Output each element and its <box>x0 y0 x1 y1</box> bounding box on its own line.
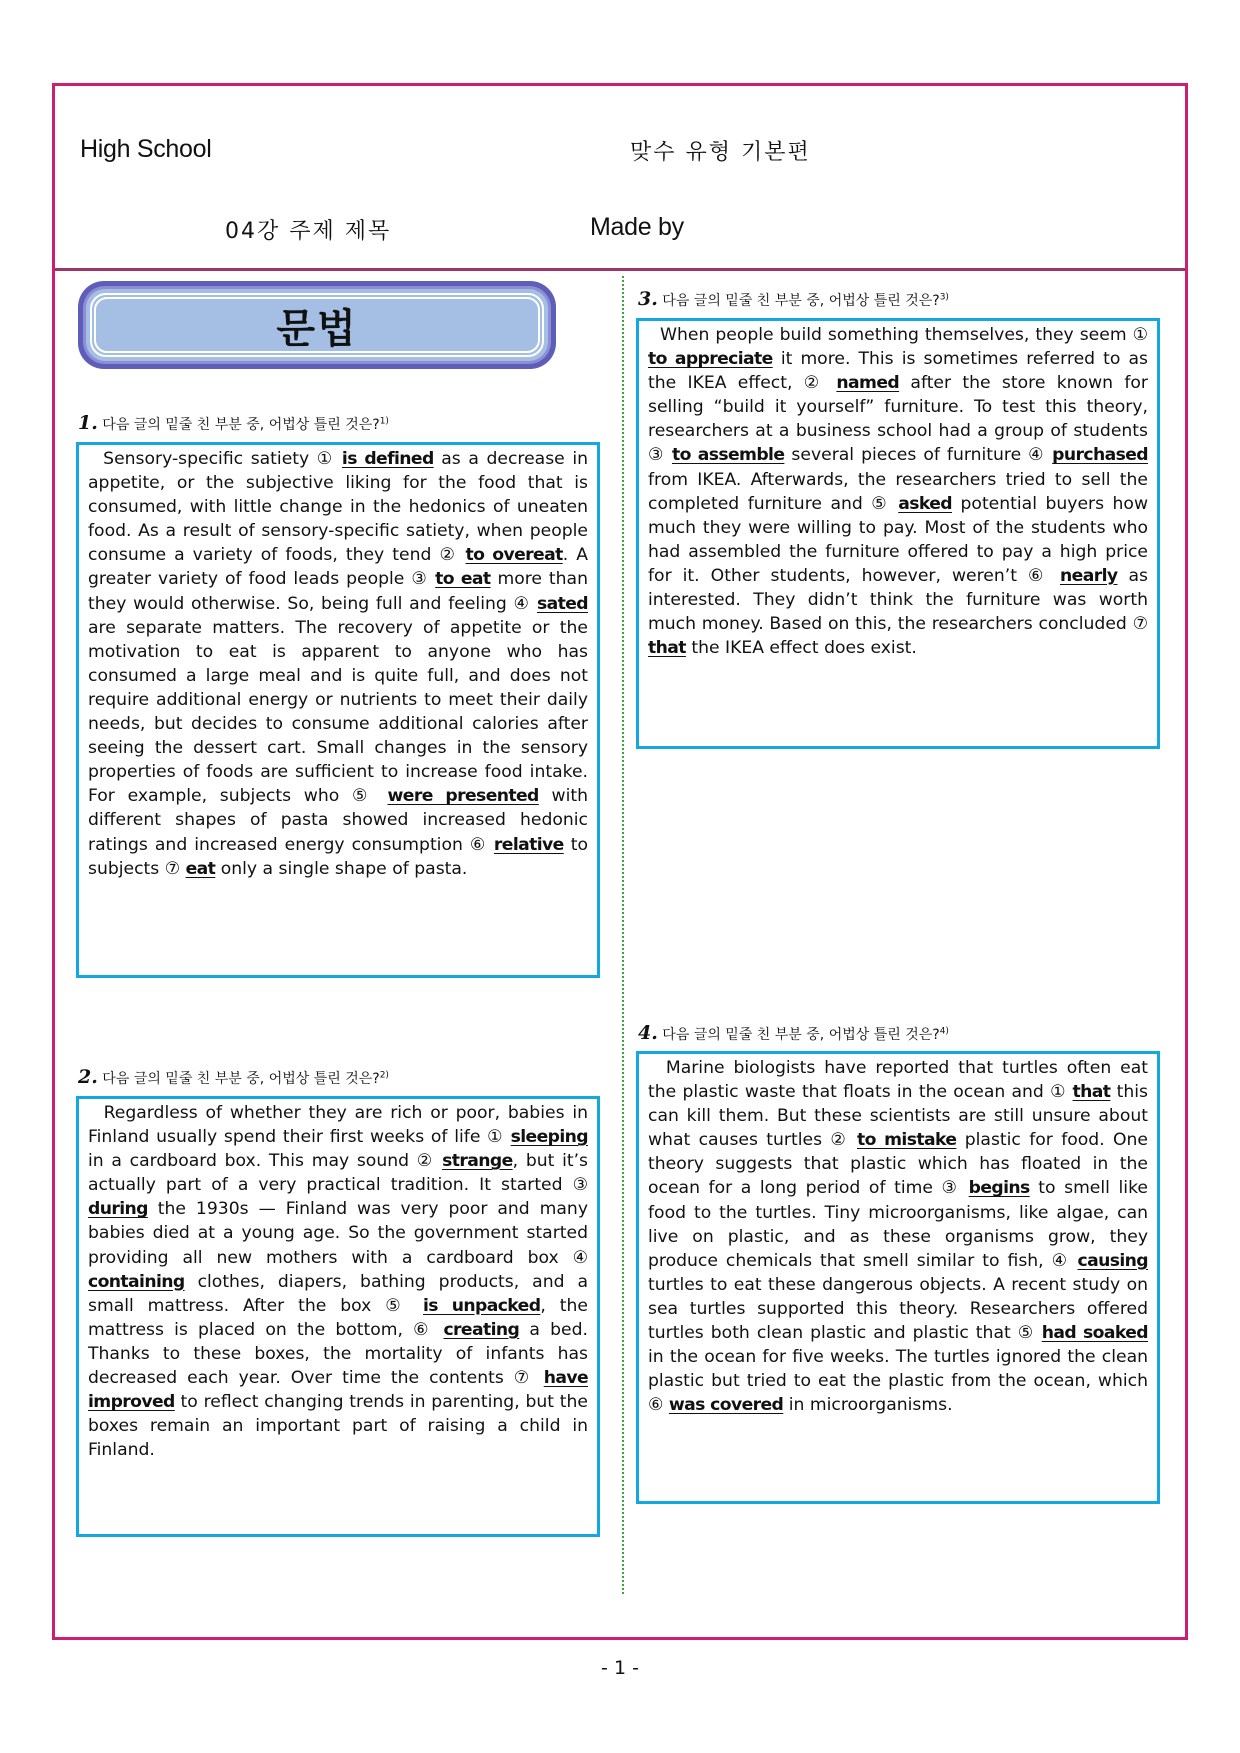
passage-text: turtles to eat these dangerous objects. A recent study on sea turtles supported this theory. Researchers offered turtles both clean plastic and plastic that ⑤ <box>648 1274 1148 1344</box>
question-3-passage <box>648 323 1148 660</box>
passage-text: this can kill them. But these scientists are still unsure about what causes turtles ② <box>648 1082 1149 1151</box>
page-number: - 1 - <box>601 1657 639 1679</box>
section-banner <box>78 281 556 369</box>
school-level-label: High School <box>80 135 212 163</box>
passage-text: . A greater variety of food leads people ③ <box>88 545 588 590</box>
underlined-choice: during <box>88 1199 148 1220</box>
underlined-choice: purchased <box>1052 445 1148 466</box>
underlined-choice: to overeat <box>465 545 563 566</box>
question-2-heading <box>78 1066 389 1088</box>
question-1-passage-box <box>76 442 600 978</box>
question-number: 3. <box>638 288 658 310</box>
question-instruction: 다음 글의 밑줄 친 부분 중, 어법상 틀린 것은? <box>102 1071 380 1087</box>
passage-text: to reflect changing trends in parenting, but the boxes remain an important part of raising a child in Finland. <box>88 1392 588 1461</box>
passage-text: as a decrease in appetite, or the subjective liking for the food that is consumed, with little change in the hedonics of uneaten food. As a result of sensory-specific satiety, when people consume a variety of foods, they tend ② <box>88 449 588 566</box>
underlined-choice: begins <box>968 1178 1030 1199</box>
question-instruction: 다음 글의 밑줄 친 부분 중, 어법상 틀린 것은? <box>102 417 380 433</box>
passage-text: potential buyers how much they were willing to pay. Most of the students who had assembled the furniture offered to pay a high price for it. Other students, however, weren’t ⑥ <box>648 493 1149 586</box>
underlined-choice: sleeping <box>510 1127 588 1148</box>
passage-text: to subjects ⑦ <box>88 834 589 879</box>
passage-text: in a cardboard box. This may sound ② <box>88 1151 443 1172</box>
underlined-choice: nearly <box>1060 565 1118 586</box>
passage-text: , the mattress is placed on the bottom, ⑥ <box>88 1295 588 1340</box>
passage-text: clothes, diapers, bathing products, and a small mattress. After the box ⑤ <box>88 1271 588 1316</box>
question-instruction: 다음 글의 밑줄 친 부분 중, 어법상 틀린 것은? <box>662 293 940 309</box>
passage-text: When people build something themselves, they seem ① <box>648 325 1148 345</box>
passage-text: from IKEA. Afterwards, the researchers tried to sell the completed furniture and ⑤ <box>648 469 1148 514</box>
question-2-passage <box>88 1101 588 1462</box>
underlined-choice: relative <box>493 834 564 855</box>
footnote-marker: 3) <box>939 292 949 303</box>
underlined-choice: strange <box>442 1151 513 1172</box>
passage-text: plastic for food. One theory suggests that plastic which has floated in the ocean for a long period of time ③ <box>648 1130 1149 1199</box>
section-title: 문법 <box>276 305 358 352</box>
underlined-choice: that <box>648 638 686 659</box>
page-header <box>55 86 1185 271</box>
passage-text: in microorganisms. <box>783 1395 953 1416</box>
series-title: 맞수 유형 기본편 <box>630 140 811 165</box>
passage-text: Sensory-specific satiety ① <box>88 449 342 469</box>
question-1-heading <box>78 412 389 434</box>
question-number: 2. <box>78 1066 98 1088</box>
underlined-choice: is defined <box>341 449 434 469</box>
footnote-marker: 2) <box>379 1070 389 1081</box>
passage-text: more than they would otherwise. So, being full and feeling ④ <box>88 569 588 614</box>
passage-text: after the store known for selling “build it yourself” furniture. To test this theory, researchers at a business school had a group of students ③ <box>648 373 1148 466</box>
underlined-choice: eat <box>185 858 216 879</box>
question-3-heading <box>638 288 949 310</box>
column-divider <box>622 276 624 1594</box>
underlined-choice: creating <box>443 1319 520 1340</box>
underlined-choice: to assemble <box>671 445 785 466</box>
underlined-choice: that <box>1072 1082 1111 1103</box>
passage-text: only a single shape of pasta. <box>215 858 468 879</box>
passage-text: with different shapes of pasta showed increased hedonic ratings and increased energy consumption ⑥ <box>88 786 588 855</box>
underlined-choice: were presented <box>387 786 539 807</box>
question-number: 1. <box>78 412 98 434</box>
made-by-label: Made by <box>590 213 684 241</box>
underlined-choice: to eat <box>435 569 491 590</box>
passage-text: Regardless of whether they are rich or poor, babies in Finland usually spend their first weeks of life ① <box>88 1103 588 1148</box>
question-4-passage-box <box>636 1051 1160 1504</box>
passage-text: as interested. They didn’t think the furniture was worth much money. Based on this, the researchers concluded ⑦ <box>648 565 1148 635</box>
passage-text: several pieces of furniture ④ <box>784 445 1053 466</box>
footnote-marker: 4) <box>939 1026 949 1037</box>
underlined-choice: causing <box>1077 1250 1148 1271</box>
question-2-passage-box <box>76 1096 600 1537</box>
passage-text: to smell like food to the turtles. Tiny microorganisms, like algae, can live on plastic, and as these organisms grow, they produce chemicals that smell similar to fish, ④ <box>648 1178 1148 1271</box>
underlined-choice: named <box>836 373 900 394</box>
lesson-title: 04강 주제 제목 <box>225 219 392 244</box>
passage-text: it more. This is sometimes referred to as the IKEA effect, ② <box>648 349 1148 394</box>
footnote-marker: 1) <box>379 416 389 427</box>
passage-text: the 1930s — Finland was very poor and many babies died at a young age. So the government started providing all new mothers with a cardboard box ④ <box>88 1199 588 1268</box>
underlined-choice: is unpacked <box>422 1295 541 1316</box>
page-frame <box>52 83 1188 1640</box>
passage-text: the IKEA effect does exist. <box>685 638 917 659</box>
underlined-choice: containing <box>88 1271 185 1292</box>
question-4-heading <box>638 1022 949 1044</box>
passage-text: are separate matters. The recovery of appetite or the motivation to eat is apparent to anyone who has consumed a large meal and is quite full, and does not require additional energy or nutrients to meet their daily needs, but decides to consume additional calories after seeing the dessert cart. Small changes in the sensory properties of foods are sufficient to increase food intake. For example, subjects who ⑤ <box>88 617 588 807</box>
question-4-passage <box>648 1056 1148 1417</box>
underlined-choice: have improved <box>88 1368 588 1413</box>
passage-text: in the ocean for five weeks. The turtles ignored the clean plastic but tried to eat the plastic from the ocean, which ⑥ <box>648 1347 1148 1416</box>
underlined-choice: asked <box>898 493 953 514</box>
question-1-passage <box>88 447 588 881</box>
passage-text: Marine biologists have reported that turtles often eat the plastic waste that floats in the ocean and ① <box>648 1058 1148 1103</box>
underlined-choice: was covered <box>668 1395 784 1416</box>
question-number: 4. <box>638 1022 658 1044</box>
underlined-choice: to appreciate <box>648 349 773 370</box>
passage-text: a bed. Thanks to these boxes, the mortality of infants has decreased each year. Over time the contents ⑦ <box>88 1319 588 1389</box>
question-3-passage-box <box>636 318 1160 749</box>
underlined-choice: to mistake <box>857 1130 957 1151</box>
passage-text: , but it’s actually part of a very practical tradition. It started ③ <box>88 1151 588 1196</box>
underlined-choice: sated <box>536 593 588 614</box>
question-instruction: 다음 글의 밑줄 친 부분 중, 어법상 틀린 것은? <box>662 1027 940 1043</box>
underlined-choice: had soaked <box>1041 1323 1149 1344</box>
